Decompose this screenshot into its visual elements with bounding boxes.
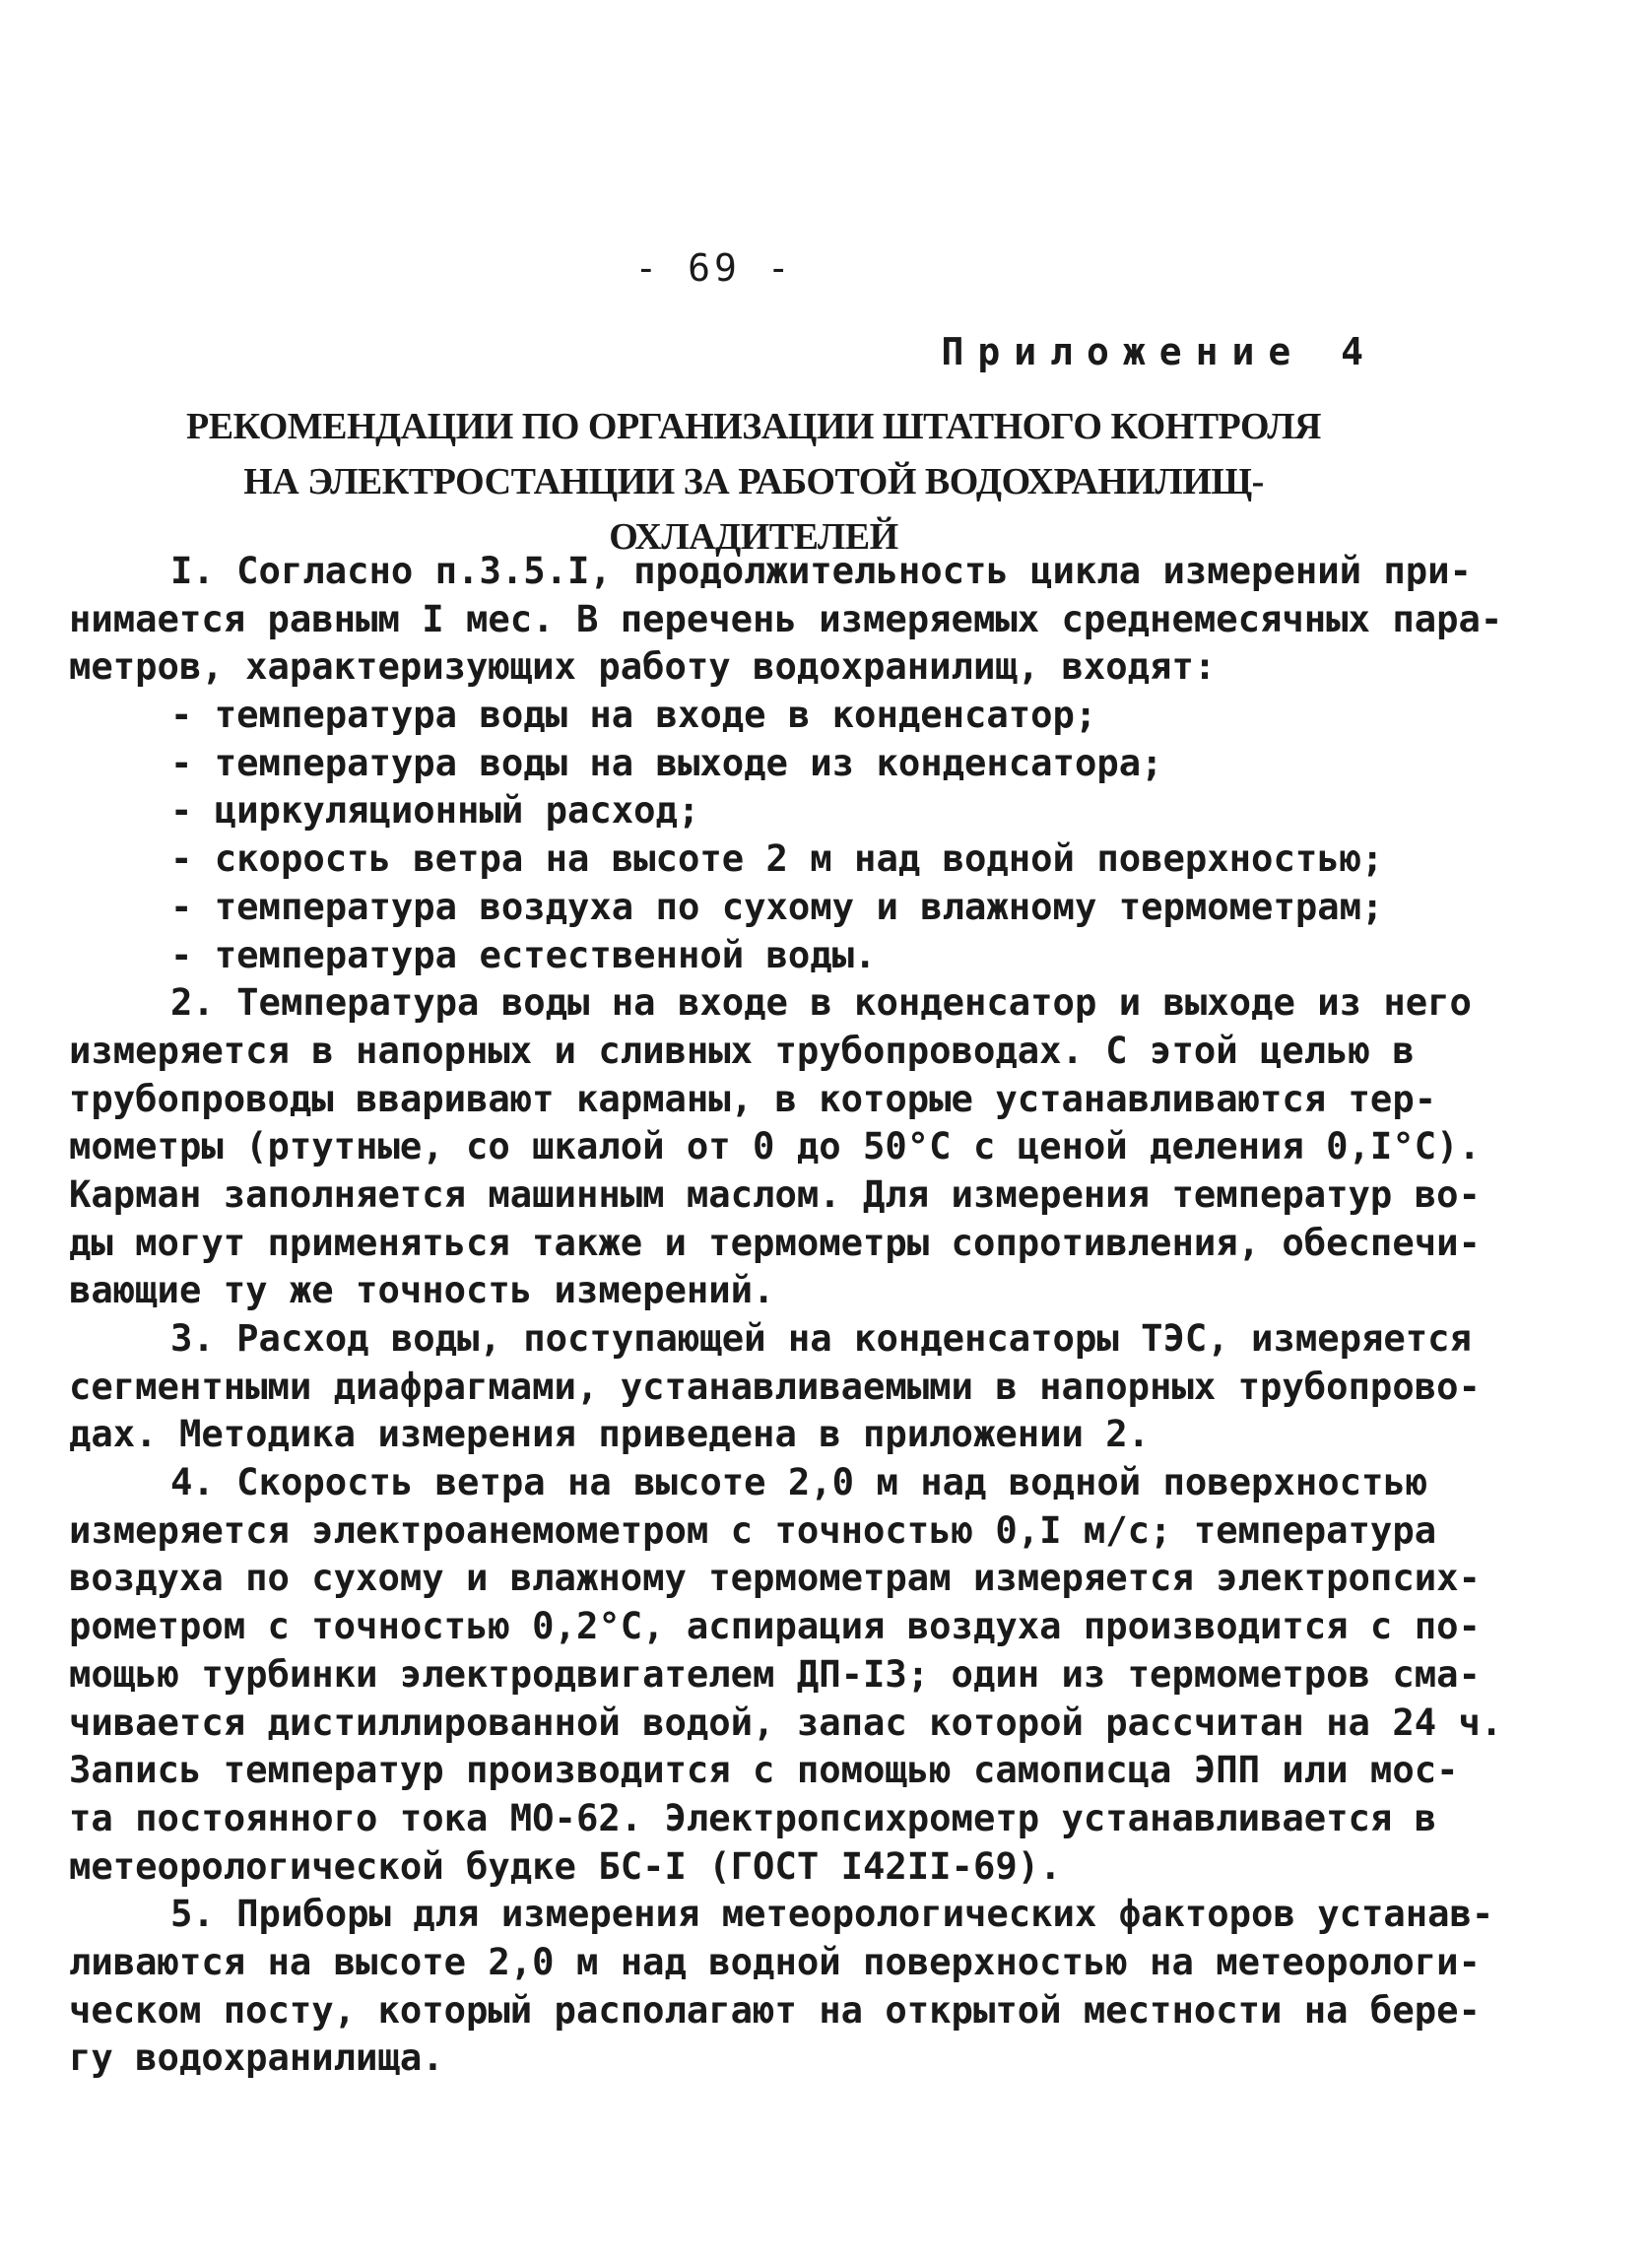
body-line: I. Согласно п.3.5.I, продолжительность цикла измерений при- bbox=[170, 549, 1472, 592]
body-line: метров, характеризующих работу водохранилищ, входят: bbox=[69, 644, 1217, 689]
body-line: ческом посту, который располагают на открытой местности на бере- bbox=[69, 1987, 1481, 2032]
body-line: 2. Температура воды на входе в конденсатор и выходе из него bbox=[170, 980, 1472, 1025]
body-line: нимается равным I мес. В перечень измеряемых среднемесячных пара- bbox=[69, 596, 1503, 640]
body-line: мометры (ртутные, со шкалой от 0 до 50°С с ценой деления 0,I°С). bbox=[69, 1124, 1481, 1168]
body-line: - температура воды на входе в конденсатор; bbox=[170, 693, 1097, 737]
body-line: 5. Приборы для измерения метеорологических факторов устанав- bbox=[170, 1892, 1494, 1936]
body-line: - температура воздуха по сухому и влажному термометрам; bbox=[170, 884, 1384, 928]
body-line: Запись температур производится с помощью самописца ЭПП или мос- bbox=[69, 1748, 1459, 1792]
body-line: измеряется в напорных и сливных трубопроводах. С этой целью в bbox=[69, 1028, 1415, 1072]
body-line: гу водохранилища. bbox=[69, 2035, 444, 2080]
body-line: ливаются на высоте 2,0 м над водной поверхностью на метеорологи- bbox=[69, 1939, 1481, 1983]
body-line: вающие ту же точность измерений. bbox=[69, 1268, 775, 1312]
title-line-2: НА ЭЛЕКТРОСТАНЦИИ ЗА РАБОТОЙ ВОДОХРАНИЛИЩ-ОХЛАДИТЕЛЕЙ bbox=[243, 461, 1264, 558]
body-line: 4. Скорость ветра на высоте 2,0 м над водной поверхностью bbox=[170, 1460, 1428, 1504]
body-line: ды могут применяться также и термометры сопротивления, обеспечи- bbox=[69, 1220, 1481, 1264]
body-line: - температура воды на выходе из конденсатора; bbox=[170, 740, 1163, 784]
page-number: - 69 - bbox=[634, 246, 794, 290]
body-line: трубопроводы вваривают карманы, в которые устанавливаются тер- bbox=[69, 1076, 1437, 1120]
body-line: Карман заполняется машинным маслом. Для измерения температур во- bbox=[69, 1171, 1481, 1216]
title-line-1: РЕКОМЕНДАЦИИ ПО ОРГАНИЗАЦИИ ШТАТНОГО КОНТРОЛЯ bbox=[186, 406, 1321, 447]
body-line: воздуха по сухому и влажному термометрам измеряется электропсих- bbox=[69, 1556, 1481, 1600]
body-line: - температура естественной воды. bbox=[170, 932, 877, 976]
body-line: та постоянного тока МО-62. Электропсихрометр устанавливается в bbox=[69, 1795, 1437, 1839]
body-line: сегментными диафрагмами, устанавливаемыми в напорных трубопрово- bbox=[69, 1364, 1481, 1408]
body-line: - циркуляционный расход; bbox=[170, 788, 700, 833]
body-line: 3. Расход воды, поступающей на конденсаторы ТЭС, измеряется bbox=[170, 1316, 1472, 1360]
body-line: рометром с точностью 0,2°С, аспирация воздуха производится с по- bbox=[69, 1604, 1481, 1648]
body-line: метеорологической будке БС-I (ГОСТ I42II-69). bbox=[69, 1843, 1062, 1888]
body-line: - скорость ветра на высоте 2 м над водной поверхностью; bbox=[170, 836, 1384, 881]
body-line: чивается дистиллированной водой, запас которой рассчитан на 24 ч. bbox=[69, 1700, 1503, 1744]
body-line: мощью турбинки электродвигателем ДП-I3; один из термометров сма- bbox=[69, 1651, 1481, 1696]
body-line: измеряется электроанемометром с точностью 0,I м/с; температура bbox=[69, 1507, 1437, 1552]
document-body bbox=[69, 547, 1503, 2082]
body-line: дах. Методика измерения приведена в приложении 2. bbox=[69, 1412, 1151, 1456]
document-title bbox=[128, 399, 1379, 565]
appendix-label: Приложение 4 bbox=[941, 330, 1377, 373]
